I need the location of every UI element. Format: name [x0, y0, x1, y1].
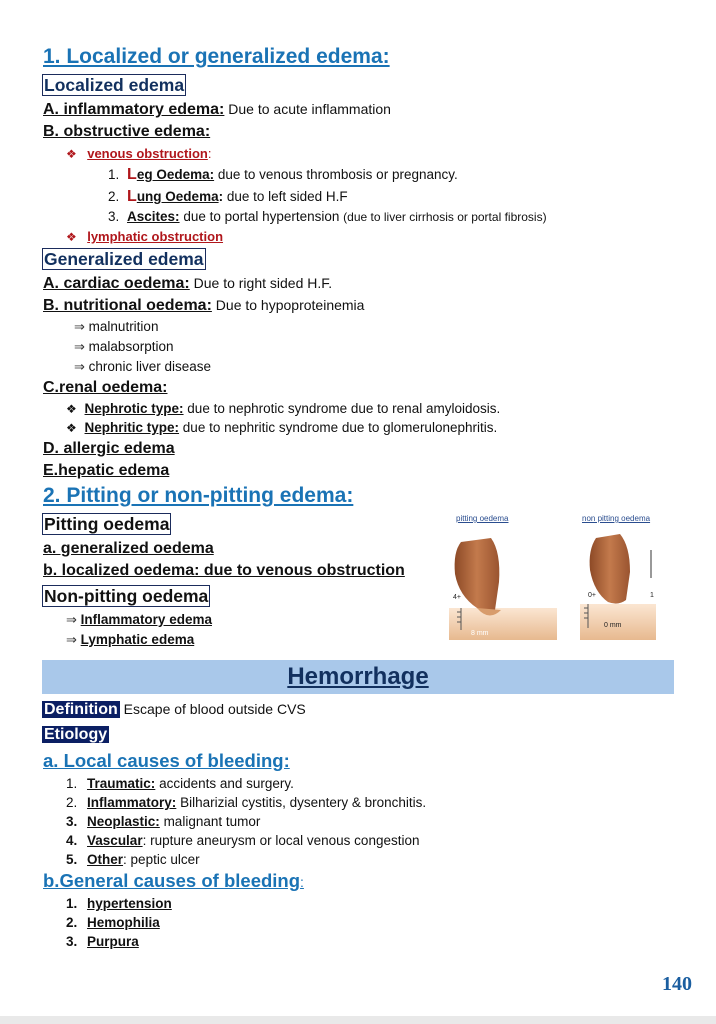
- nonpitting-item-2: [66, 632, 194, 648]
- list-number: 2.: [66, 795, 78, 810]
- implies-arrow-icon: ⇒: [66, 632, 77, 647]
- local-cause-label: Other: [87, 852, 124, 867]
- local-cause-label: Traumatic:: [87, 776, 156, 791]
- diamond-bullet-icon: ❖: [66, 230, 77, 244]
- general-causes-heading: b.General causes of bleeding: [43, 870, 301, 891]
- localized-edema-title: Localized edema: [44, 75, 185, 95]
- list-number: 3.: [66, 934, 78, 949]
- nonpitting-finger-image: [580, 512, 656, 640]
- pitting-finger-image: [441, 512, 557, 640]
- section2-heading: 2. Pitting or non-pitting edema:: [43, 484, 354, 507]
- nephritic-line: [66, 420, 497, 435]
- venous-item-1: [108, 166, 458, 184]
- local-cause-text: : rupture aneurysm or local venous congestion: [142, 833, 420, 848]
- general-causes-heading-line: [43, 870, 304, 892]
- hemorrhage-title: Hemorrhage: [287, 663, 429, 690]
- pitting-scale-label: 4+: [453, 594, 461, 601]
- list-number: 1.: [66, 896, 78, 911]
- lung-oedema-label: ung Oedema: [136, 189, 219, 204]
- general-causes-suffix: :: [300, 874, 304, 890]
- leg-oedema-text: due to venous thrombosis or pregnancy.: [214, 167, 458, 182]
- list-number: 2.: [66, 915, 78, 930]
- nonpitting-depth-label: 0 mm: [604, 622, 622, 629]
- generalized-edema-title: Generalized edema: [44, 249, 204, 269]
- list-number: 4.: [66, 833, 78, 848]
- pitting-oedema-caption: pitting oedema: [456, 514, 509, 523]
- local-cause-text: malignant tumor: [159, 814, 261, 829]
- pitting-oedema-illustration: [441, 512, 557, 640]
- local-cause-label: Inflammatory:: [87, 795, 177, 810]
- lymphatic-obstruction-line: [66, 228, 223, 246]
- general-cause-1: [66, 896, 172, 911]
- diamond-bullet-icon: ❖: [66, 147, 77, 161]
- section1-heading: 1. Localized or generalized edema:: [43, 45, 390, 68]
- lung-oedema-text: due to left sided H.F: [223, 189, 348, 204]
- list-number: 1.: [108, 167, 120, 182]
- renal-oedema-label: C.renal oedema:: [43, 379, 168, 396]
- nutritional-item-text: malnutrition: [88, 319, 159, 334]
- definition-text: Escape of blood outside CVS: [119, 701, 306, 717]
- nephritic-label: Nephritic type:: [84, 420, 180, 435]
- definition-label: Definition: [44, 701, 118, 718]
- general-cause-label: hypertension: [87, 896, 172, 911]
- nephrotic-text: due to nephrotic syndrome due to renal amyloidosis.: [183, 401, 501, 416]
- ascites-note: (due to liver cirrhosis or portal fibrosis): [343, 210, 547, 224]
- allergic-edema-label: D. allergic edema: [43, 440, 175, 457]
- diamond-bullet-icon: ❖: [66, 421, 77, 435]
- nonpitting-item-1: [66, 612, 212, 628]
- venous-obstruction-label: venous obstruction: [87, 146, 208, 161]
- obstructive-edema-label: B. obstructive edema:: [43, 123, 211, 140]
- lymphatic-obstruction-label: lymphatic obstruction: [87, 229, 224, 244]
- cardiac-oedema-line: [43, 275, 332, 293]
- ascites-text: due to portal hypertension: [179, 209, 344, 224]
- nutritional-oedema-line: [43, 297, 364, 315]
- local-cause-text: : peptic ulcer: [123, 852, 200, 867]
- local-cause-1: [66, 776, 294, 791]
- general-cause-label: Hemophilia: [87, 915, 160, 930]
- venous-obstruction-line: [66, 145, 211, 163]
- ascites-label: Ascites:: [127, 209, 180, 224]
- nutritional-item-3: [74, 359, 211, 375]
- implies-arrow-icon: ⇒: [74, 359, 85, 374]
- nonpitting-scale-label: 0+: [588, 592, 596, 599]
- nonpitting-oedema-title: Non-pitting oedema: [44, 586, 209, 606]
- pitting-generalized-label: a. generalized oedema: [43, 540, 214, 557]
- implies-arrow-icon: ⇒: [66, 612, 77, 627]
- pitting-localized-label: b. localized oedema: due to venous obstruction: [43, 562, 405, 579]
- nonpitting-item-text: Lymphatic edema: [80, 632, 195, 647]
- general-cause-label: Purpura: [87, 934, 139, 949]
- local-cause-2: [66, 795, 426, 810]
- page-number: 140: [662, 973, 692, 995]
- pitting-depth-label: 8 mm: [471, 630, 489, 637]
- nutritional-item-1: [74, 319, 158, 335]
- local-cause-4: [66, 833, 419, 848]
- nutritional-oedema-label: B. nutritional oedema:: [43, 297, 212, 314]
- nephritic-text: due to nephritic syndrome due to glomerulonephritis.: [179, 420, 498, 435]
- nutritional-item-2: [74, 339, 173, 355]
- list-number: 3.: [66, 814, 78, 829]
- nephrotic-label: Nephrotic type:: [84, 401, 184, 416]
- diamond-bullet-icon: ❖: [66, 402, 77, 416]
- cardiac-oedema-text: Due to right sided H.F.: [189, 275, 333, 291]
- implies-arrow-icon: ⇒: [74, 319, 85, 334]
- inflammatory-edema-text: Due to acute inflammation: [224, 101, 391, 117]
- hemorrhage-banner: [42, 660, 674, 694]
- implies-arrow-icon: ⇒: [74, 339, 85, 354]
- cardiac-oedema-label: A. cardiac oedema:: [43, 275, 190, 292]
- list-number: 1.: [66, 776, 78, 791]
- local-causes-heading: a. Local causes of bleeding:: [43, 750, 290, 771]
- lung-initial: L: [127, 188, 137, 205]
- nephrotic-line: [66, 401, 500, 416]
- venous-obstruction-suffix: :: [207, 146, 212, 161]
- leg-oedema-label: eg Oedema:: [136, 167, 215, 182]
- inflammatory-edema-label: A. inflammatory edema:: [43, 101, 225, 118]
- hepatic-edema-label: E.hepatic edema: [43, 462, 170, 479]
- local-cause-3: [66, 814, 260, 829]
- local-cause-label: Neoplastic:: [87, 814, 160, 829]
- nutritional-item-text: malabsorption: [88, 339, 174, 354]
- nutritional-oedema-text: Due to hypoproteinemia: [211, 297, 365, 313]
- definition-line: [42, 700, 306, 720]
- list-number: 5.: [66, 852, 78, 867]
- nutritional-item-text: chronic liver disease: [88, 359, 211, 374]
- local-cause-text: accidents and surgery.: [155, 776, 294, 791]
- list-number: 3.: [108, 209, 120, 224]
- leg-initial: L: [127, 166, 137, 183]
- venous-item-2: [108, 188, 348, 206]
- general-cause-3: [66, 934, 139, 949]
- general-cause-2: [66, 915, 160, 930]
- list-number: 2.: [108, 189, 120, 204]
- local-cause-text: Bilharizial cystitis, dysentery & bronchitis.: [176, 795, 427, 810]
- etiology-line: [42, 725, 109, 745]
- nonpitting-oedema-illustration: [580, 512, 656, 640]
- nonpitting-mark-label: 1: [650, 592, 654, 599]
- lung-oedema-colon: :: [218, 189, 224, 204]
- venous-item-3: [108, 209, 547, 224]
- nonpitting-oedema-caption: non pitting oedema: [582, 514, 651, 523]
- etiology-label: Etiology: [44, 726, 108, 743]
- inflammatory-edema-line: [43, 101, 391, 119]
- local-cause-5: [66, 852, 200, 867]
- nonpitting-item-text: Inflammatory edema: [80, 612, 212, 627]
- pitting-oedema-title: Pitting oedema: [44, 514, 170, 534]
- local-cause-label: Vascular: [87, 833, 143, 848]
